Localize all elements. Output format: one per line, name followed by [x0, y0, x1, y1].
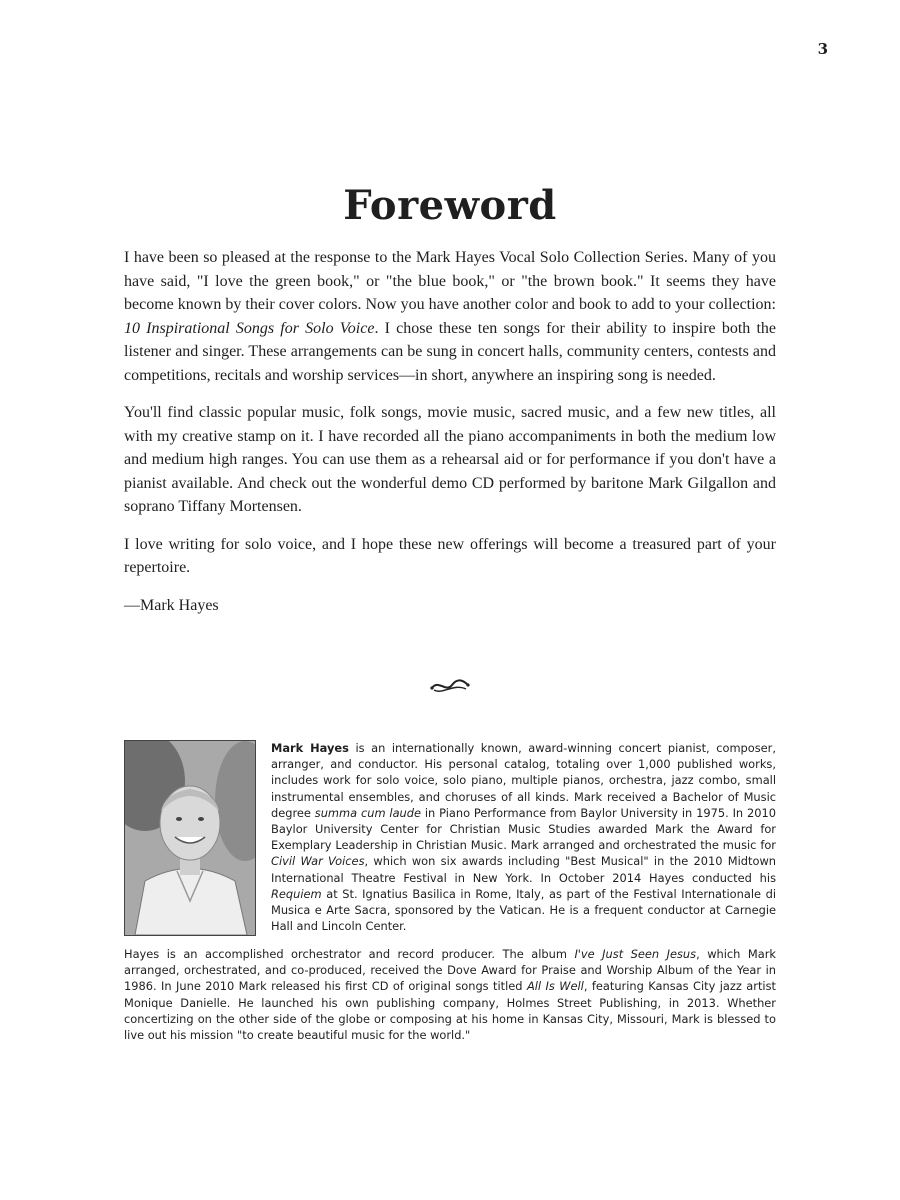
foreword-paragraph-1: I have been so pleased at the response to the Mark Hayes Vocal Solo Collection Series. Many of you have said, "I love the green book," or "the blue book," or "the brown book." It seems they have become known by their cover colors. Now you have another color and book to add to your collection: 10 Inspirational Songs for Solo Voice. I chose these ten songs for their ability to inspire both the listener and singer. These arrangements can be sung in concert halls, community centers, contests and competitions, recitals and worship services—in short, anywhere an inspiring song is needed.	[124, 249, 776, 384]
author-bio-continued: Hayes is an accomplished orchestrator and record producer. The album I've Just Seen Jesus, which Mark arranged, orchestrated, and co-produced, received the Dove Award for Praise and Worship Album of the Year in 1986. In June 2010 Mark released his first CD of original songs titled All Is Well, featuring Kansas City jazz artist Monique Danielle. He launched his own publishing company, Holmes Street Publishing, in 2013. Whether concertizing on the other side of the globe or composing at his home in Kansas City, Missouri, Mark is blessed to live out his mission "to create beautiful music for the world."	[124, 947, 776, 1043]
author-bio-intro: Mark Hayes is an internationally known, award-winning concert pianist, composer, arranger, and conductor. His personal catalog, totaling over 1,000 published works, includes work for solo voice, solo piano, multiple pianos, orchestra, jazz combo, small instrumental ensembles, and choruses of all kinds. Mark received a Bachelor of Music degree summa cum laude in Piano Performance from Baylor University in 1975. In 2010 Baylor University Center for Christian Music Studies awarded Mark the Award for Exemplary Leadership in Christian Music. Mark arranged and orchestrated the music for Civil War Voices, which won six awards including "Best Musical" in the 2010 Midtown International Theatre Festival in New York. In October 2014 Hayes conducted his Requiem at St. Ignatius Basilica in Rome, Italy, as part of the Festival Internationale di Musica e Arte Sacra, sponsored by the Vatican. He is a frequent conductor at Carnegie Hall and Lincoln Center.	[271, 741, 776, 934]
foreword-paragraph-2: You'll find classic popular music, folk songs, movie music, sacred music, and a few new titles, all with my creative stamp on it. I have recorded all the piano accompaniments in both the medium low and medium high ranges. You can use them as a rehearsal aid or for performance if you don't have a pianist available. And check out the wonderful demo CD performed by baritone Mark Gilgallon and soprano Tiffany Mortensen.	[124, 404, 776, 515]
page-number: 3	[817, 40, 828, 58]
portrait-illustration	[125, 741, 255, 935]
book-title: 10 Inspirational Songs for Solo Voice	[124, 319, 375, 337]
signature: —Mark Hayes	[124, 596, 219, 614]
foreword-paragraph-3: I love writing for solo voice, and I hope these new offerings will become a treasured part of your repertoire.	[124, 535, 776, 576]
ornament-flourish-icon	[428, 675, 472, 697]
page-title: Foreword	[343, 182, 557, 229]
author-photo	[124, 740, 256, 936]
author-name: Mark Hayes	[271, 741, 349, 755]
foreword-body	[124, 246, 776, 617]
